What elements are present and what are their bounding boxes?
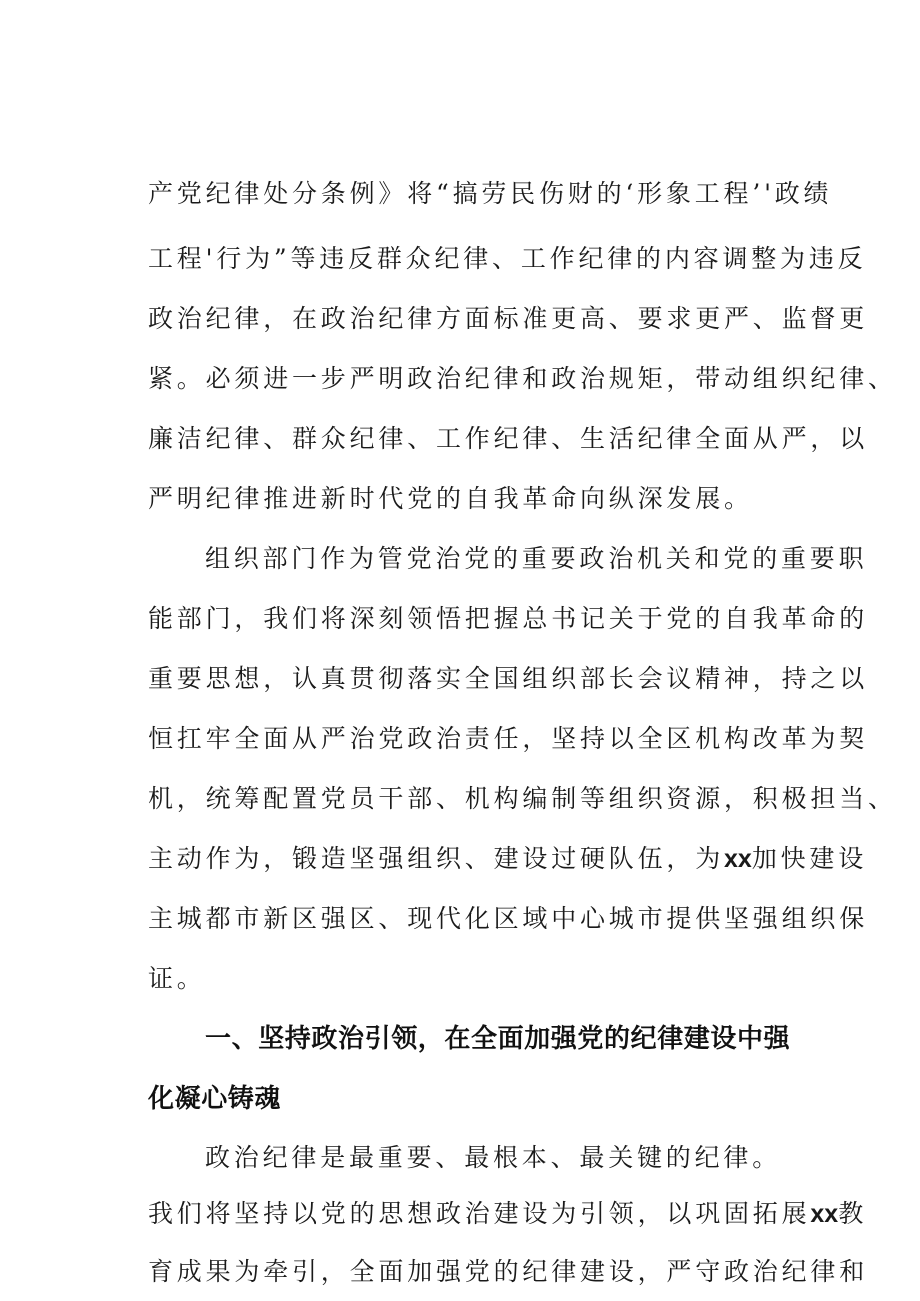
text-line: 能部门，我们将深刻领悟把握总书记关于党的自我革命的 [148, 604, 869, 633]
text-line: 紧。必须进一步严明政治纪律和政治规矩，带动组织纪律、 [148, 364, 897, 393]
text-segment: 教 [838, 1199, 868, 1228]
text-segment: 我们将坚持以党的思想政治建设为引领，以巩固拓展 [148, 1199, 811, 1228]
text-line: 廉洁纪律、群众纪律、工作纪律、生活纪律全面从严，以 [148, 424, 869, 453]
text-line: 组织部门作为管党治党的重要政治机关和党的重要职 [205, 544, 868, 573]
heading-line: 一、坚持政治引领，在全面加强党的纪律建设中强 [205, 1024, 791, 1054]
text-line: 机，统筹配置党员干部、机构编制等组织资源，积极担当、 [148, 784, 897, 813]
text-line [148, 1197, 867, 1231]
heading-line: 化凝心铸魂 [148, 1084, 282, 1114]
text-line: 育成果为牵引，全面加强党的纪律建设，严守政治纪律和 [148, 1257, 869, 1286]
placeholder-mark: xx [724, 845, 752, 873]
text-line: 产党纪律处分条例》将“搞劳民伤财的‘形象工程’'政绩 [148, 179, 833, 208]
text-line: 政治纪律，在政治纪律方面标准更高、要求更严、监督更 [148, 304, 869, 333]
text-line: 重要思想，认真贯彻落实全国组织部长会议精神，持之以 [148, 664, 869, 693]
text-line: 主城都市新区强区、现代化区域中心城市提供坚强组织保 [148, 904, 869, 933]
text-line: 工程'行为”等违反群众纪律、工作纪律的内容调整为违反 [148, 244, 867, 273]
text-segment: 主动作为，锻造坚强组织、建设过硬队伍，为 [148, 844, 725, 873]
text-line: 恒扛牢全面从严治党政治责任，坚持以全区机构改革为契 [148, 724, 869, 753]
text-line [148, 842, 867, 876]
text-segment: 加快建设 [751, 844, 868, 873]
text-line: 证。 [148, 964, 206, 993]
text-line: 政治纪律是最重要、最根本、最关键的纪律。 [205, 1143, 782, 1172]
text-line: 严明纪律推进新时代党的自我革命向纵深发展。 [148, 484, 753, 513]
placeholder-mark: xx [810, 1200, 839, 1228]
